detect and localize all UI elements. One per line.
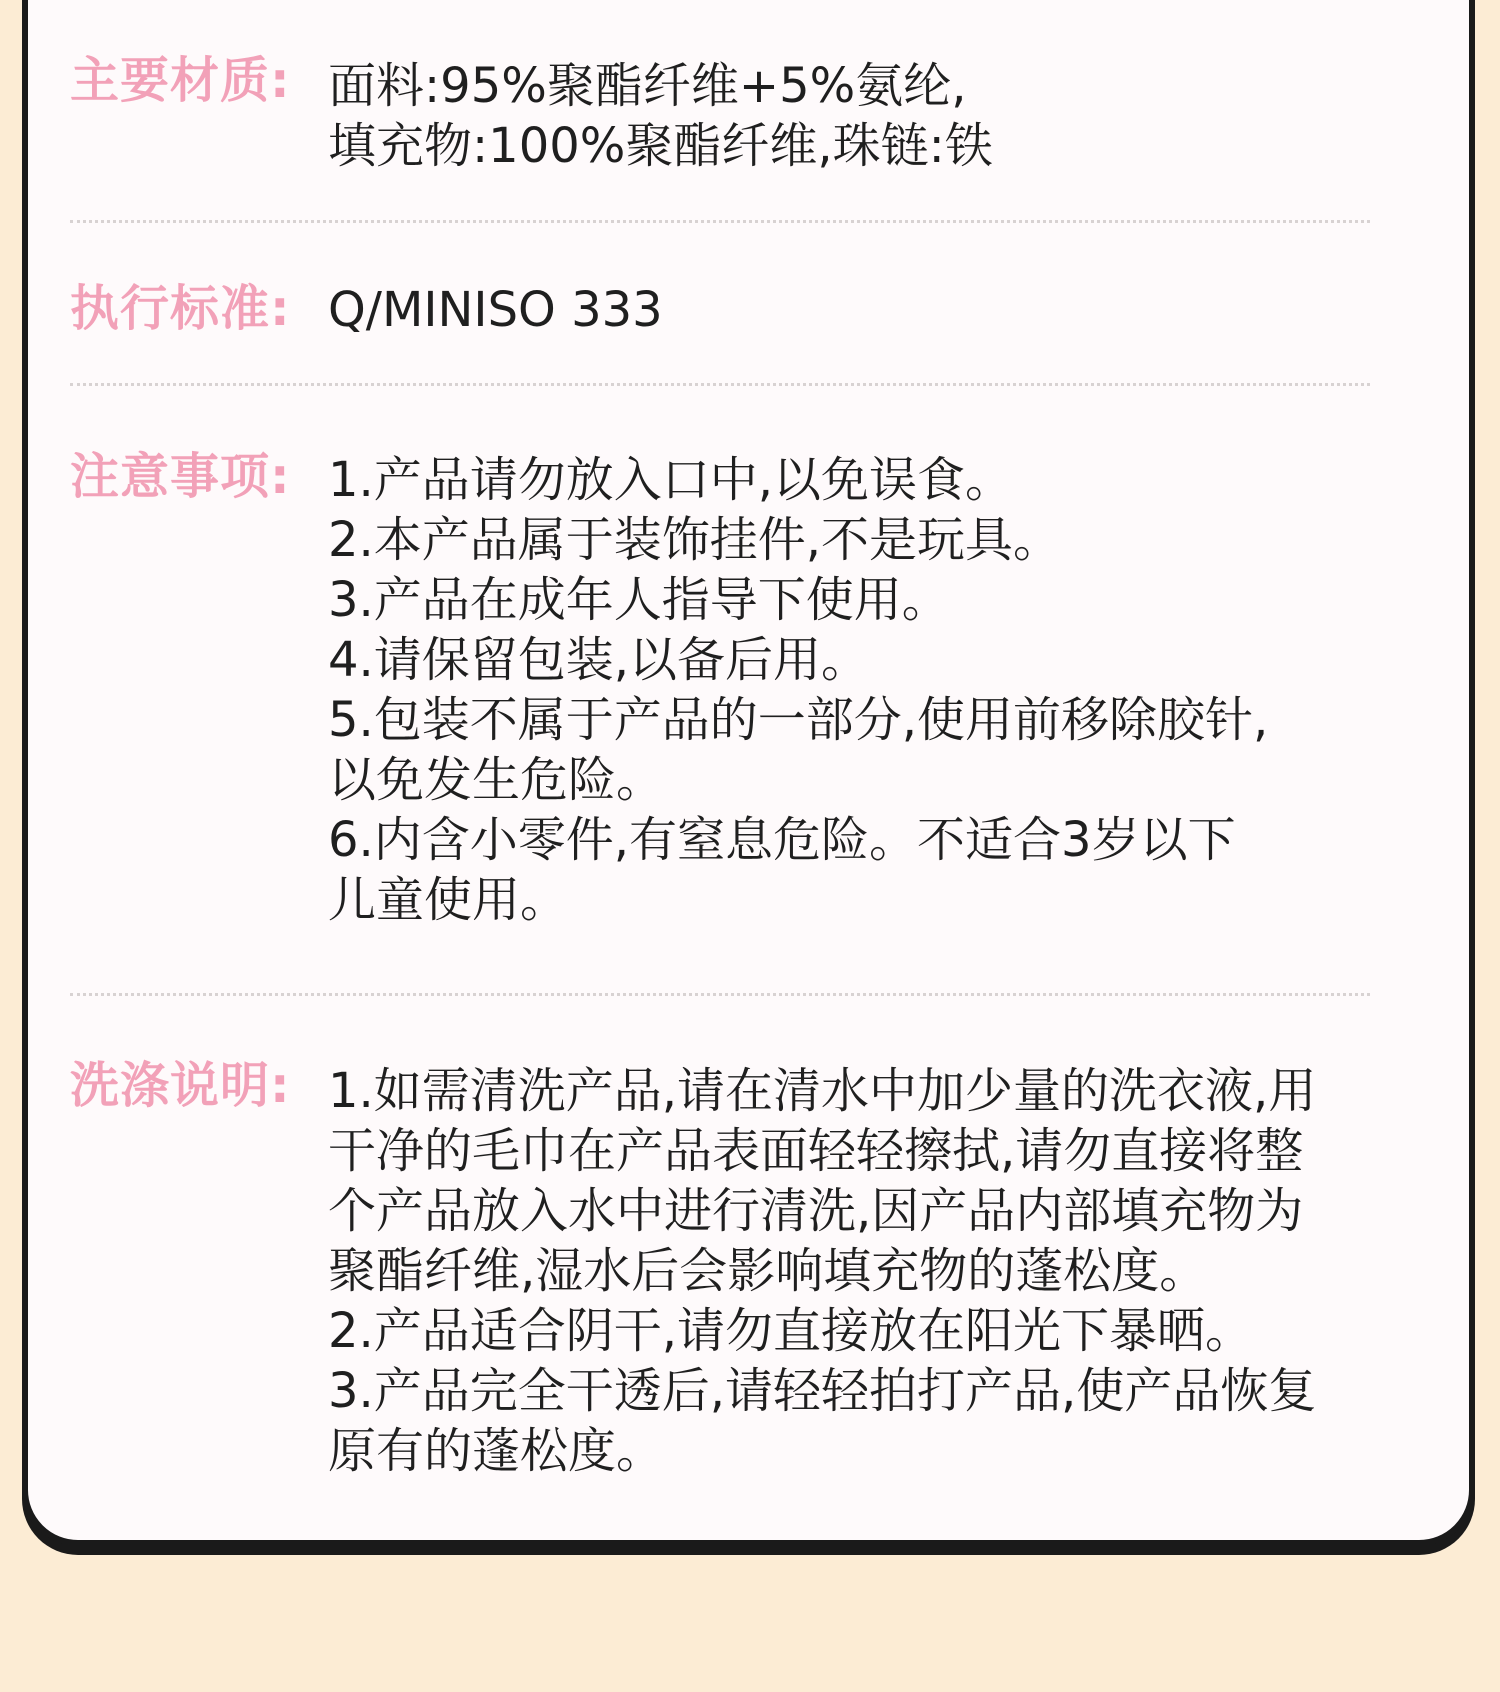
section-label: 执行标准: <box>70 280 291 337</box>
value-line: 面料:95%聚酯纤维+5%氨纶, <box>328 58 967 114</box>
section-value <box>328 56 993 176</box>
value-line: 聚酯纤维,湿水后会影响填充物的蓬松度。 <box>328 1243 1208 1299</box>
dotted-divider <box>70 220 1370 223</box>
value-line: 原有的蓬松度。 <box>328 1423 665 1479</box>
section-label: 注意事项: <box>70 448 291 505</box>
value-line: 2.产品适合阴干,请勿直接放在阳光下暴晒。 <box>328 1303 1254 1359</box>
value-line: 4.请保留包装,以备后用。 <box>328 632 870 688</box>
value-line: 以免发生危险。 <box>328 752 665 808</box>
section-value <box>328 450 1268 930</box>
value-line: 儿童使用。 <box>328 872 569 928</box>
value-line: 个产品放入水中进行清洗,因产品内部填充物为 <box>328 1183 1304 1239</box>
section-value <box>328 280 663 340</box>
dotted-divider <box>70 993 1370 996</box>
section-value <box>328 1061 1316 1481</box>
value-line: 干净的毛巾在产品表面轻轻擦拭,请勿直接将整 <box>328 1123 1304 1179</box>
value-line: 1.产品请勿放入口中,以免误食。 <box>328 452 1014 508</box>
value-line: 1.如需清洗产品,请在清水中加少量的洗衣液,用 <box>328 1063 1317 1119</box>
value-line: Q/MINISO 333 <box>328 282 663 338</box>
dotted-divider <box>70 383 1370 386</box>
value-line: 2.本产品属于装饰挂件,不是玩具。 <box>328 512 1062 568</box>
value-line: 6.内含小零件,有窒息危险。不适合3岁以下 <box>328 812 1236 868</box>
section-label: 洗涤说明: <box>70 1057 291 1114</box>
value-line: 3.产品完全干透后,请轻轻拍打产品,使产品恢复 <box>328 1363 1317 1419</box>
value-line: 填充物:100%聚酯纤维,珠链:铁 <box>328 118 993 174</box>
value-line: 3.产品在成年人指导下使用。 <box>328 572 950 628</box>
value-line: 5.包装不属于产品的一部分,使用前移除胶针, <box>328 692 1269 748</box>
section-label: 主要材质: <box>70 52 291 109</box>
